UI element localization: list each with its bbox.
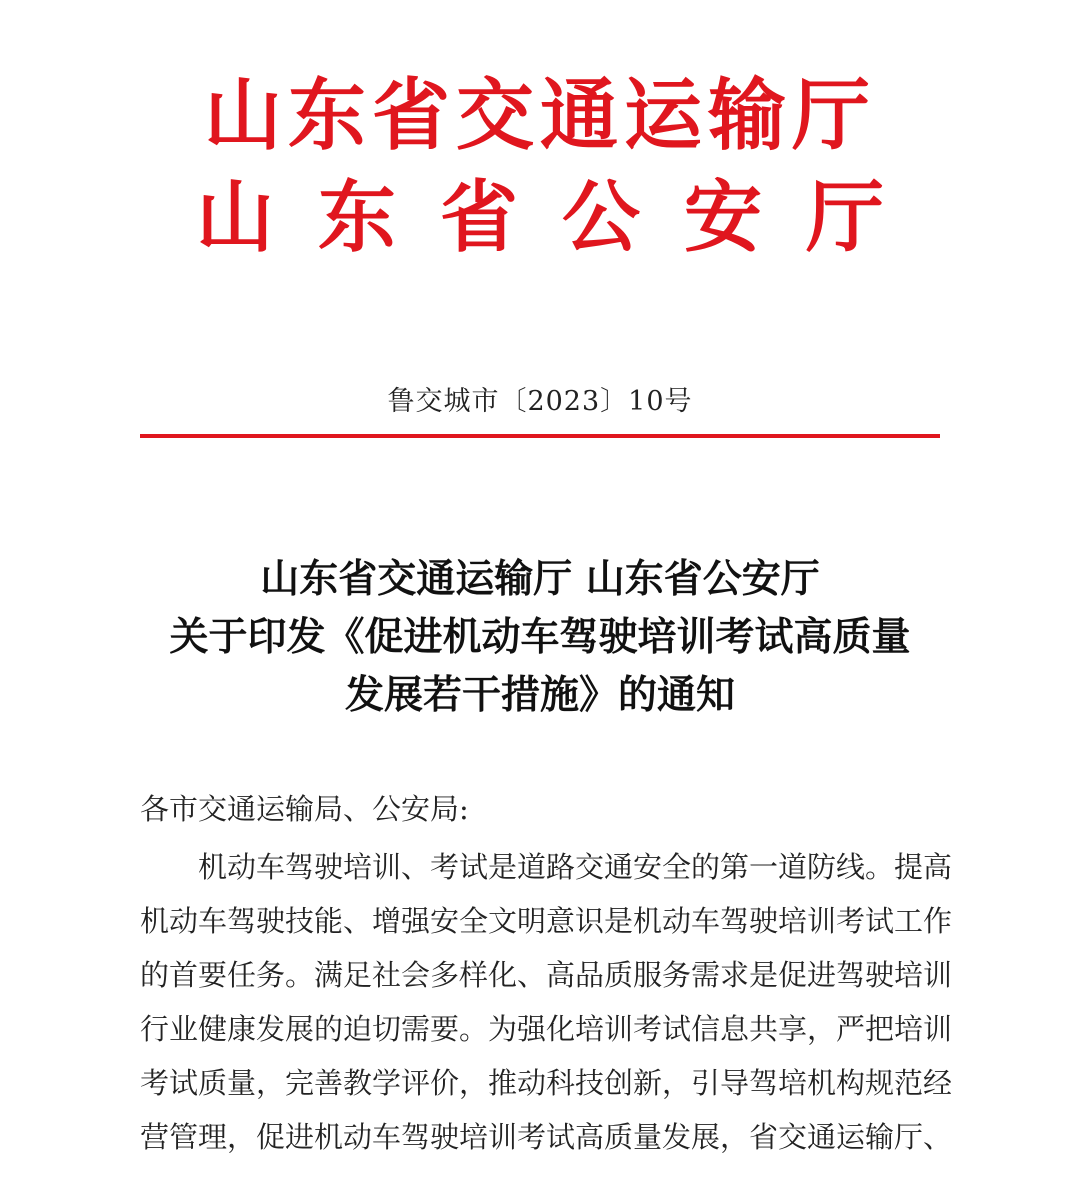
body-line: 行业健康发展的迫切需要。为强化培训考试信息共享，严把培训: [140, 1012, 953, 1046]
red-divider-line: [140, 434, 940, 438]
body-line: 的首要任务。满足社会多样化、高品质服务需求是促进驾驶培训: [140, 958, 953, 992]
body-line: 机动车驾驶培训、考试是道路交通安全的第一道防线。提高: [198, 850, 953, 884]
body-line: 机动车驾驶技能、增强安全文明意识是机动车驾驶培训考试工作: [140, 904, 953, 938]
title-line: 关于印发《促进机动车驾驶培训考试高质量: [169, 614, 911, 660]
document-title: [100, 550, 980, 724]
issuer-name-public-security: 山东省公安厅: [195, 172, 928, 263]
salutation: 各市交通运输局、公安局:: [140, 792, 469, 826]
body-line: 营管理，促进机动车驾驶培训考试高质量发展，省交通运输厅、: [140, 1120, 953, 1154]
body-paragraph: [140, 840, 953, 1164]
issuer-name-transport: 山东省交通运输厅: [203, 70, 876, 161]
title-line: 发展若干措施》的通知: [344, 672, 735, 718]
document-number: 鲁交城市〔2023〕10号: [387, 386, 693, 417]
title-line: 山东省交通运输厅 山东省公安厅: [260, 556, 820, 602]
body-line: 考试质量，完善教学评价，推动科技创新，引导驾培机构规范经: [140, 1066, 953, 1100]
